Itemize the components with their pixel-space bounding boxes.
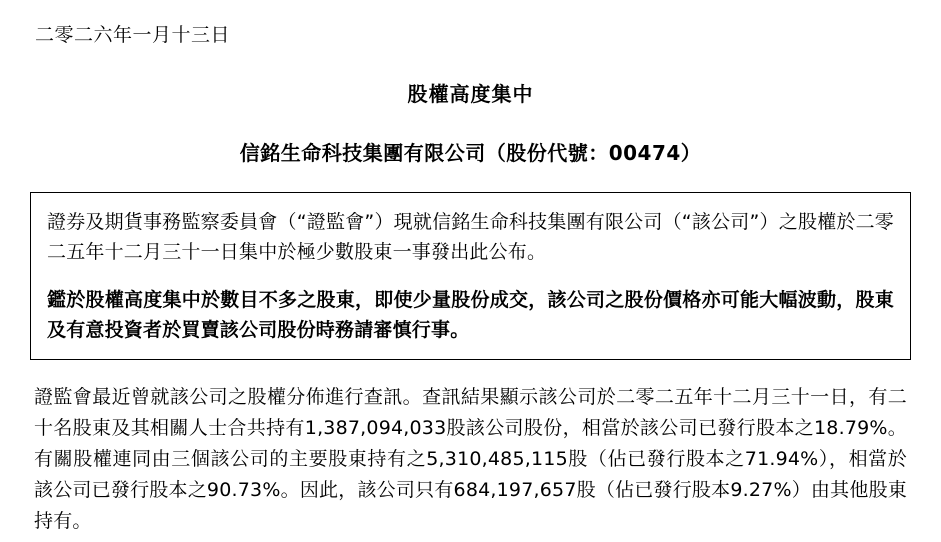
company-subtitle: 信銘生命科技集團有限公司（股份代號：00474）	[239, 141, 702, 165]
body-paragraph: 證監會最近曾就該公司之股權分佈進行查訊。查訊結果顯示該公司於二零二五年十二月三十一日，有二十名股東及其相關人士合共持有1,387,094,033股該公司股份，相當於該公司已發行股本之18.79%。有關股權連同由三個該公司的主要股東持有之5,310,485,115股（佔已發行股本之71.94%），相當於該公司已發行股本之90.73%。因此，該公司只有684,197,657股（佔已發行股本9.27%）由其他股東持有。	[34, 386, 907, 532]
notice-paragraph-2: 鑑於股權高度集中於數目不多之股東，即使少量股份成交，該公司之股份價格亦可能大幅波動，股東及有意投資者於買賣該公司股份時務請審慎行事。	[47, 289, 894, 341]
document-date: 二零二六年一月十三日	[35, 24, 231, 46]
page-title: 股權高度集中	[407, 82, 534, 106]
notice-box	[30, 192, 911, 360]
notice-paragraph-1: 證券及期貨事務監察委員會（“證監會”）現就信銘生命科技集團有限公司（“該公司”）之股權於二零二五年十二月三十一日集中於極少數股東一事發出此公布。	[47, 211, 894, 263]
